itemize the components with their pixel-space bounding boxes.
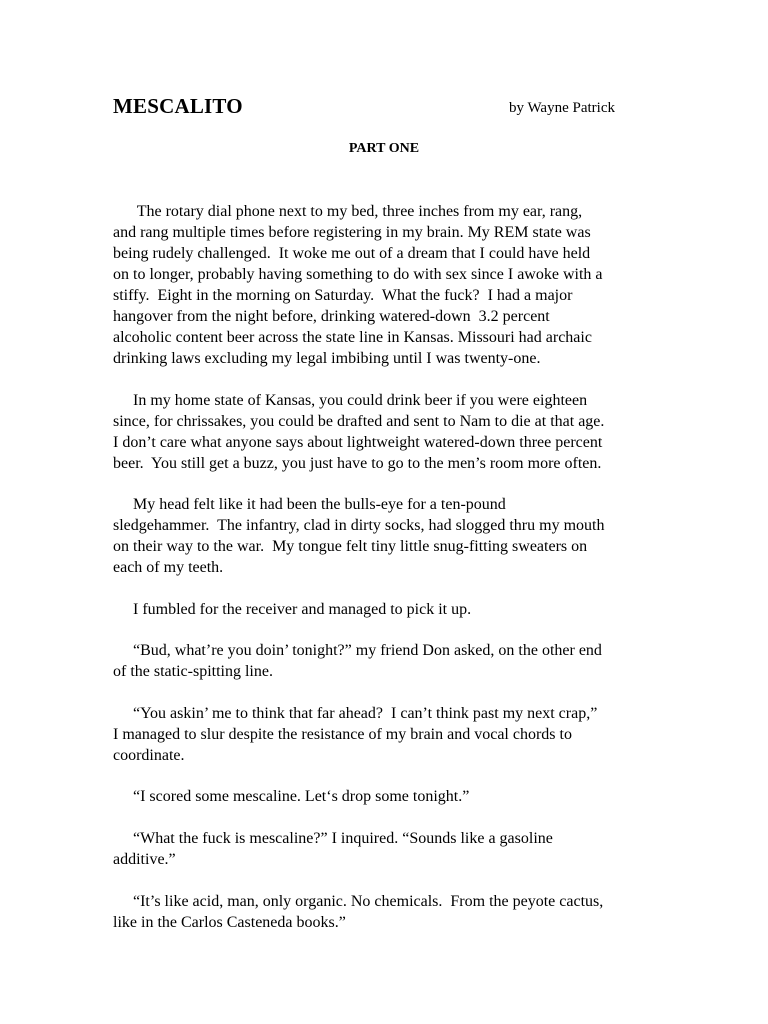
- text-line: I fumbled for the receiver and managed to pick it up.: [113, 601, 472, 618]
- text-line: “It’s like acid, man, only organic. No chemicals. From the peyote cactus,: [113, 893, 604, 910]
- text-line: I don’t care what anyone says about lightweight watered-down three percent: [113, 434, 603, 451]
- text-line: and rang multiple times before registering in my brain. My REM state was: [113, 224, 591, 241]
- text-line: being rudely challenged. It woke me out of a dream that I could have held: [113, 245, 591, 262]
- text-line: drinking laws excluding my legal imbibing until I was twenty-one.: [113, 350, 541, 367]
- author-byline: by Wayne Patrick: [509, 100, 615, 116]
- text-line: stiffy. Eight in the morning on Saturday. What the fuck? I had a major: [113, 287, 573, 304]
- text-line: “I scored some mescaline. Let‘s drop some tonight.”: [113, 788, 470, 805]
- text-line: The rotary dial phone next to my bed, three inches from my ear, rang,: [113, 203, 583, 220]
- text-line: In my home state of Kansas, you could drink beer if you were eighteen: [113, 392, 588, 409]
- text-line: additive.”: [113, 851, 176, 868]
- text-line: hangover from the night before, drinking watered-down 3.2 percent: [113, 308, 550, 325]
- text-line: since, for chrissakes, you could be drafted and sent to Nam to die at that age.: [113, 413, 605, 430]
- story-title: MESCALITO: [113, 94, 243, 118]
- part-heading: PART ONE: [348, 141, 420, 156]
- text-line: “What the fuck is mescaline?” I inquired. “Sounds like a gasoline: [113, 830, 553, 847]
- text-line: like in the Carlos Casteneda books.”: [113, 914, 346, 931]
- text-line: beer. You still get a buzz, you just have to go to the men’s room more often.: [113, 455, 602, 472]
- text-line: coordinate.: [113, 747, 185, 764]
- text-line: My head felt like it had been the bulls-eye for a ten-pound: [113, 496, 506, 513]
- text-line: on their way to the war. My tongue felt tiny little snug-fitting sweaters on: [113, 538, 588, 555]
- text-line: I managed to slur despite the resistance of my brain and vocal chords to: [113, 726, 572, 743]
- text-line: sledgehammer. The infantry, clad in dirty socks, had slogged thru my mouth: [113, 517, 605, 534]
- text-line: “You askin’ me to think that far ahead? I can’t think past my next crap,”: [113, 705, 598, 722]
- text-line: “Bud, what’re you doin’ tonight?” my friend Don asked, on the other end: [113, 642, 602, 659]
- text-line: each of my teeth.: [113, 559, 224, 576]
- text-line: of the static-spitting line.: [113, 663, 273, 680]
- text-line: alcoholic content beer across the state line in Kansas. Missouri had archaic: [113, 329, 592, 346]
- text-line: on to longer, probably having something to do with sex since I awoke with a: [113, 266, 603, 283]
